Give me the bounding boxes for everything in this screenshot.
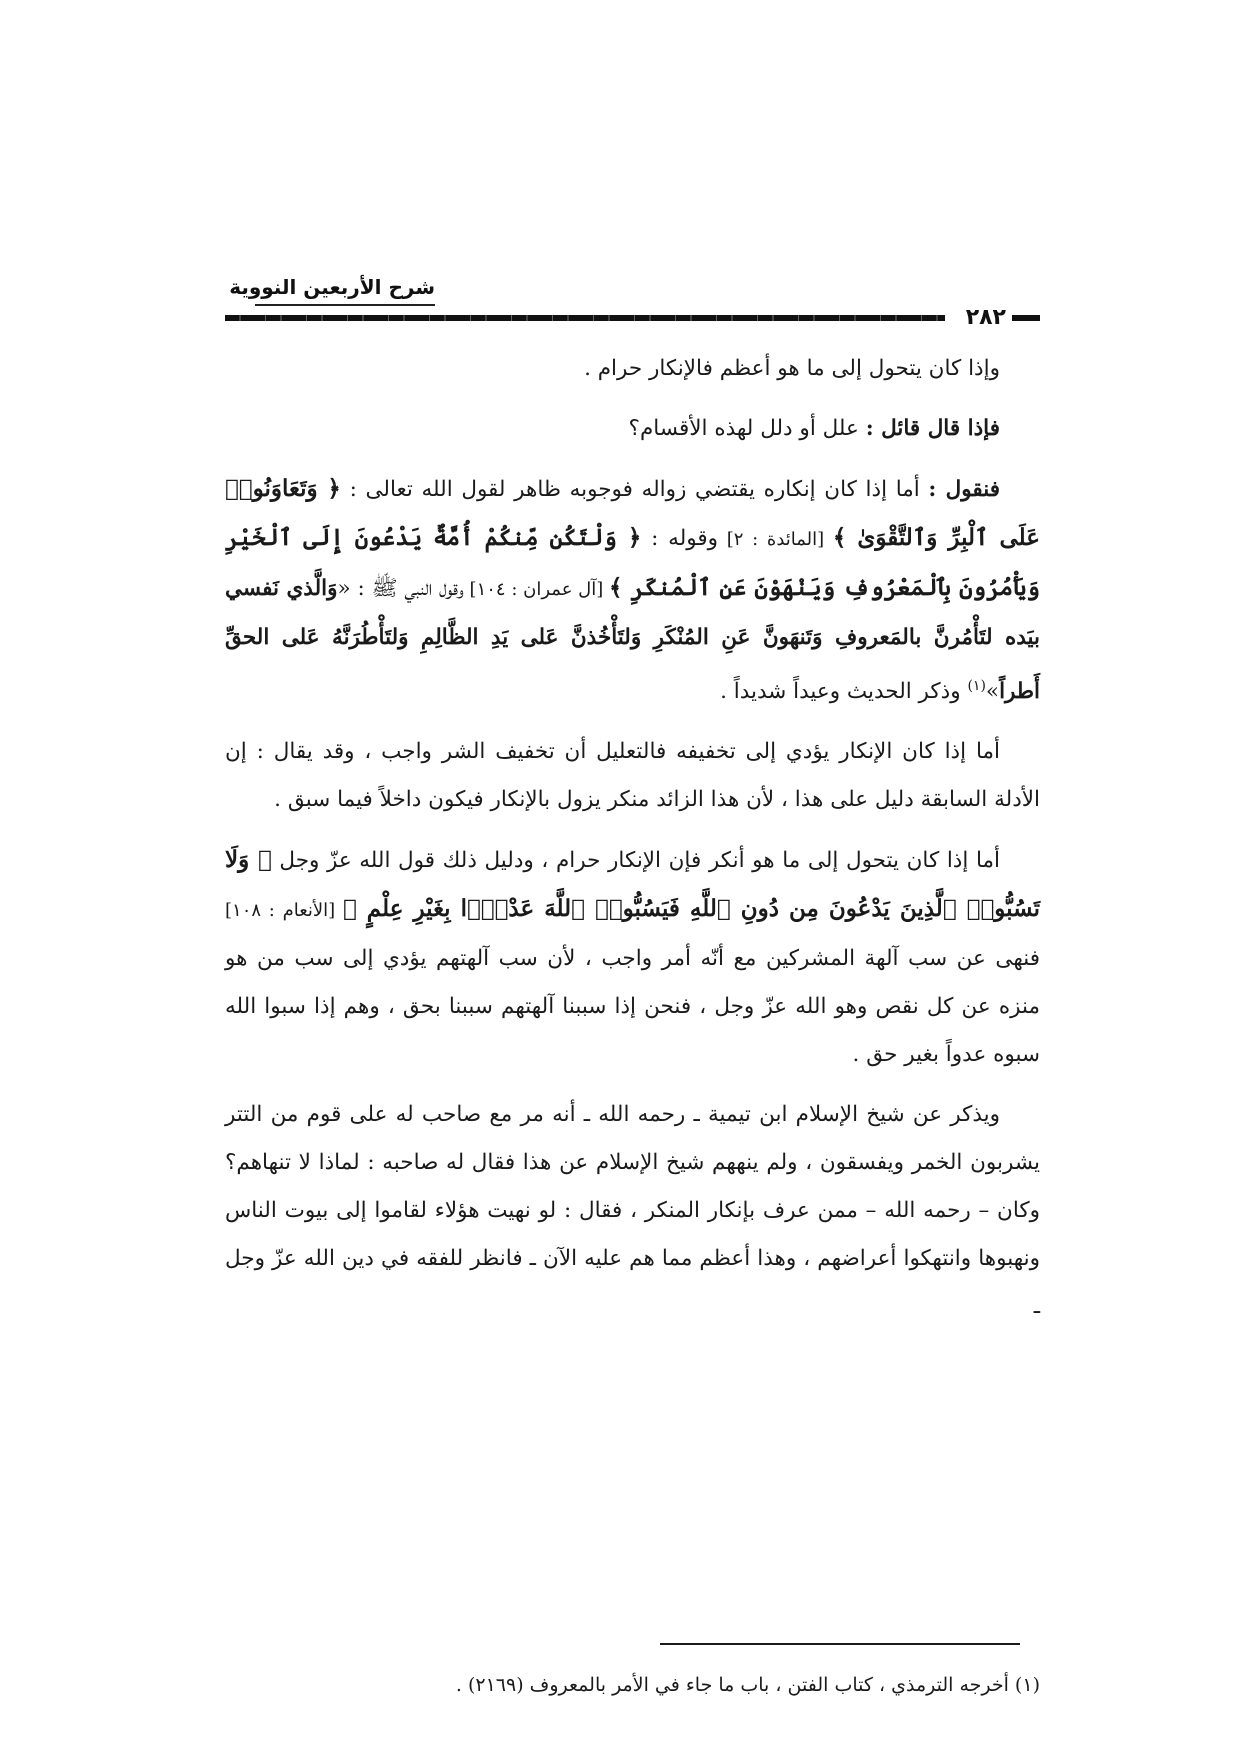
paragraph-5-text-1: أما إذا كان يتحول إلى ما هو أنكر فإن الإنكار حرام ، ودليل ذلك قول الله عزّ وجل (271, 848, 1000, 874)
quran-ref-anam: [الأنعام : ١٠٨] (225, 900, 343, 922)
header-title-underline (255, 304, 435, 306)
quran-ref-maidah: [المائدة : ٢] (718, 529, 833, 550)
answer-text-3: وقول النبي ﷺ : « (337, 576, 464, 601)
footnote: (١) أخرجه الترمذي ، كتاب الفتن ، باب ما جاء في الأمر بالمعروف (٢١٦٩) . (455, 1674, 1040, 1696)
hadith-text: وَالَّذي نَفسي بيَده لتَأْمُرنَّ بالمَعروفِ وَتَنهَونَّ عَنِ المُنْكَرِ وَلتَأْخُذنَّ عَلى يَدِ الظَّالِمِ وَلتَأْطُرَنَّهُ عَلى الحقِّ أَطراً (225, 576, 1040, 705)
answer-text-5: وذكر الحديث وعيداً شديداً . (720, 679, 968, 705)
paragraph-5 (225, 836, 1040, 1079)
paragraph-1: وإذا كان يتحول إلى ما هو أعظم فالإنكار حرام . (584, 356, 1000, 381)
answer-text-4: » (985, 679, 1000, 705)
paragraph-5-text-2: فنهى عن سب آلهة المشركين مع أنّه أمر واجب ، لأن سب آلهتهم يؤدي إلى سب من هو منزه عن كل نقص وهو الله عزّ وجل ، فنحن إذا سببنا آلهتهم سببنا بحق ، وهم إذا سبوا الله سبوه عدواً بغير حق . (225, 946, 1040, 1068)
answer-label: فنقول : (928, 477, 1001, 502)
page-header (225, 275, 1040, 330)
quran-verse-maidah: ﴿ وَتَعَاوَنُوا۟ عَلَى ٱلْبِرِّ وَٱلتَّقْوَىٰ ﴾ (225, 475, 1040, 551)
quran-ref-imran: [آل عمران : ١٠٤] (463, 579, 610, 600)
answer-text-1: أما إذا كان إنكاره يقتضي زواله فوجوبه ظاهر لقول الله تعالى : (340, 477, 929, 502)
question-label: فإذا قال قائل : (865, 416, 1000, 441)
paragraph-3 (225, 465, 1040, 716)
answer-text-2: وقوله : (641, 526, 719, 551)
footnote-divider (660, 1643, 1020, 1645)
quran-verse-imran: ﴿ وَلْتَكُن مِّنكُمْ أُمَّةٌ يَدْعُونَ إِلَى ٱلْخَيْرِ وَيَأْمُرُونَ بِٱلْمَعْرُوفِ وَيَنْهَوْنَ عَنِ ٱلْمُنكَرِ ﴾ (225, 524, 1040, 601)
header-rule-right (1012, 315, 1040, 321)
paragraph-6: ويذكر عن شيخ الإسلام ابن تيمية ـ رحمه الله ـ أنه مر مع صاحب له على قوم من التتر يشربون الخمر ويفسقون ، ولم ينههم شيخ الإسلام عن هذا فقال له صاحبه : لماذا لا تنهاهم؟ وكان – رحمه الله – ممن عرف بإنكار المنكر ، فقال : لو نهيت هؤلاء لقاموا إلى بيوت الناس ونهبوها وانتهكوا أعراضهم ، وهذا أعظم مما هم عليه الآن ـ فانظر للفقه في دين الله عزّ وجل ـ (225, 1102, 1040, 1320)
page-number: ٢٨٢ (965, 305, 1006, 330)
paragraph-4: أما إذا كان الإنكار يؤدي إلى تخفيفه فالتعليل أن تخفيف الشر واجب ، وقد يقال : إن الأدلة السابقة دليل على هذا ، لأن هذا الزائد منكر يزول بالإنكار فيكون داخلاً فيما سبق . (225, 739, 1040, 813)
footnote-marker: (١) (967, 678, 986, 694)
quran-verse-anam: ﴿ وَلَا تَسُبُّوا۟ ٱلَّذِينَ يَدْعُونَ مِن دُونِ ٱللَّهِ فَيَسُبُّوا۟ ٱللَّهَ عَدْوًۢا بِغَيْرِ عِلْمٍ ﴾ (225, 846, 1040, 923)
book-title: شرح الأربعين النووية (229, 275, 435, 299)
header-rule (225, 315, 945, 321)
body-text (225, 345, 1040, 1343)
paragraph-2 (225, 405, 1040, 453)
question-text: علل أو دلل لهذه الأقسام؟ (628, 416, 866, 441)
